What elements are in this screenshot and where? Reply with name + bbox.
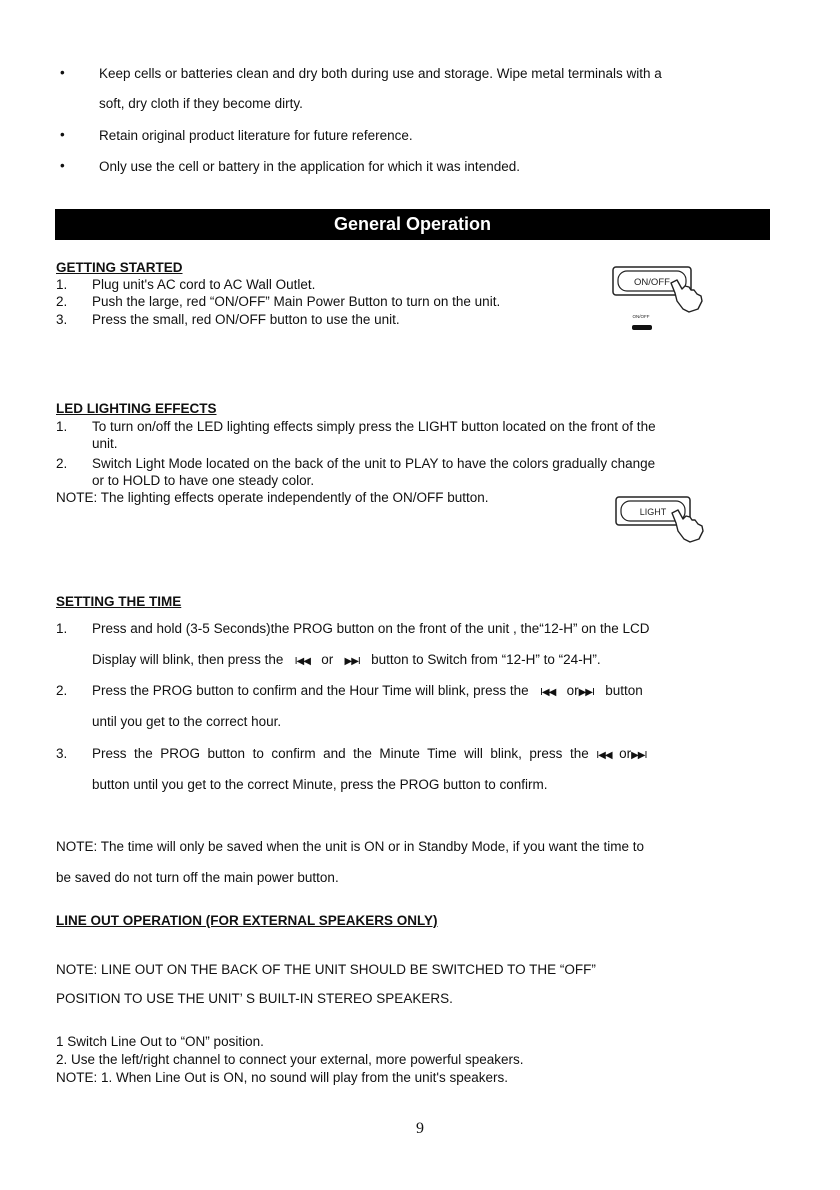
led-note: NOTE: The lighting effects operate independently of the ON/OFF button. [56, 490, 489, 505]
gs-num-2: 2. [56, 294, 68, 309]
bullet-dot: • [60, 65, 65, 80]
next-track-icon: ▶▶I [631, 750, 647, 761]
bullet-dot: • [60, 158, 65, 173]
prev-track-icon: I◀◀ [294, 656, 310, 667]
gs-item-1: Plug unit's AC cord to AC Wall Outlet. [92, 277, 316, 292]
section-title: General Operation [55, 209, 770, 240]
small-on-off-label: ON/OFF [632, 314, 650, 319]
next-track-icon: ▶▶I [344, 656, 360, 667]
bullet-1-line2: soft, dry cloth if they become dirty. [99, 96, 303, 111]
on-off-button-illustration [605, 263, 710, 341]
gs-num-1: 1. [56, 277, 68, 292]
small-on-off-button [632, 325, 652, 330]
time-item-3-line2: button until you get to the correct Minute, press the PROG button to confirm. [92, 777, 548, 792]
on-off-button-label: ON/OFF [634, 277, 670, 288]
time-num-1: 1. [56, 621, 68, 636]
pointing-hand-icon [671, 280, 702, 312]
led-heading: LED LIGHTING EFFECTS [56, 401, 217, 416]
prev-track-icon: I◀◀ [539, 687, 556, 698]
time-item-1-line1: Press and hold (3-5 Seconds)the PROG button on the front of the unit , the“12-H” on the LCD [92, 621, 650, 636]
led-num-2: 2. [56, 456, 68, 471]
time-item-2-line1b: button [605, 683, 643, 698]
light-button-illustration [612, 494, 707, 546]
line-out-note-line1: NOTE: LINE OUT ON THE BACK OF THE UNIT SHOULD BE SWITCHED TO THE “OFF” [56, 962, 596, 977]
pointing-hand-icon [672, 510, 703, 542]
time-item-3-line1a: Press the PROG button to confirm and the Minute Time will blink, press the [92, 746, 589, 761]
led-item-2-line1: Switch Light Mode located on the back of the unit to PLAY to have the colors gradually change [92, 456, 656, 471]
line-out-note-2: NOTE: 1. When Line Out is ON, no sound will play from the unit's speakers. [56, 1070, 509, 1085]
led-num-1: 1. [56, 419, 68, 434]
time-item-2-line1 [92, 682, 643, 701]
time-item-3-line1 [92, 745, 646, 764]
led-item-1-line1: To turn on/off the LED lighting effects simply press the LIGHT button located on the front of the [92, 419, 656, 434]
page-number: 9 [416, 1120, 424, 1137]
gs-item-2: Push the large, red “ON/OFF” Main Power Button to turn on the unit. [92, 294, 501, 309]
time-note-line1: NOTE: The time will only be saved when the unit is ON or in Standby Mode, if you want the time to [56, 839, 645, 854]
prev-track-icon: I◀◀ [596, 750, 612, 761]
led-item-2-line2: or to HOLD to have one steady color. [92, 473, 315, 488]
bullet-1-line1: Keep cells or batteries clean and dry both during use and storage. Wipe metal terminals with a [99, 66, 662, 81]
time-item-2-line1a: Press the PROG button to confirm and the Hour Time will blink, press the [92, 683, 529, 698]
gs-num-3: 3. [56, 312, 68, 327]
bullet-3: Only use the cell or battery in the application for which it was intended. [99, 159, 520, 174]
time-num-2: 2. [56, 683, 68, 698]
time-item-1-line2b: button to Switch from “12-H” to “24-H”. [371, 652, 601, 667]
or-text: or [566, 683, 579, 698]
time-num-3: 3. [56, 746, 68, 761]
bullet-dot: • [60, 127, 65, 142]
time-note-line2: be saved do not turn off the main power button. [56, 870, 339, 885]
line-out-step-2: 2. Use the left/right channel to connect your external, more powerful speakers. [56, 1052, 524, 1067]
or-text: or [619, 746, 632, 761]
getting-started-heading: GETTING STARTED [56, 260, 183, 275]
bullet-2: Retain original product literature for future reference. [99, 128, 413, 143]
time-item-1-line2a: Display will blink, then press the [92, 652, 284, 667]
time-heading: SETTING THE TIME [56, 594, 182, 609]
light-button-label: LIGHT [639, 507, 667, 517]
time-item-1-line2 [92, 651, 601, 670]
gs-item-3: Press the small, red ON/OFF button to use the unit. [92, 312, 400, 327]
or-text: or [321, 652, 334, 667]
line-out-note-line2: POSITION TO USE THE UNIT’ S BUILT-IN STEREO SPEAKERS. [56, 991, 453, 1006]
time-item-2-line2: until you get to the correct hour. [92, 714, 282, 729]
next-track-icon: ▶▶I [578, 687, 594, 698]
line-out-heading: LINE OUT OPERATION (FOR EXTERNAL SPEAKERS ONLY) [56, 913, 438, 928]
line-out-step-1: 1 Switch Line Out to “ON” position. [56, 1034, 264, 1049]
led-item-1-line2: unit. [92, 436, 118, 451]
